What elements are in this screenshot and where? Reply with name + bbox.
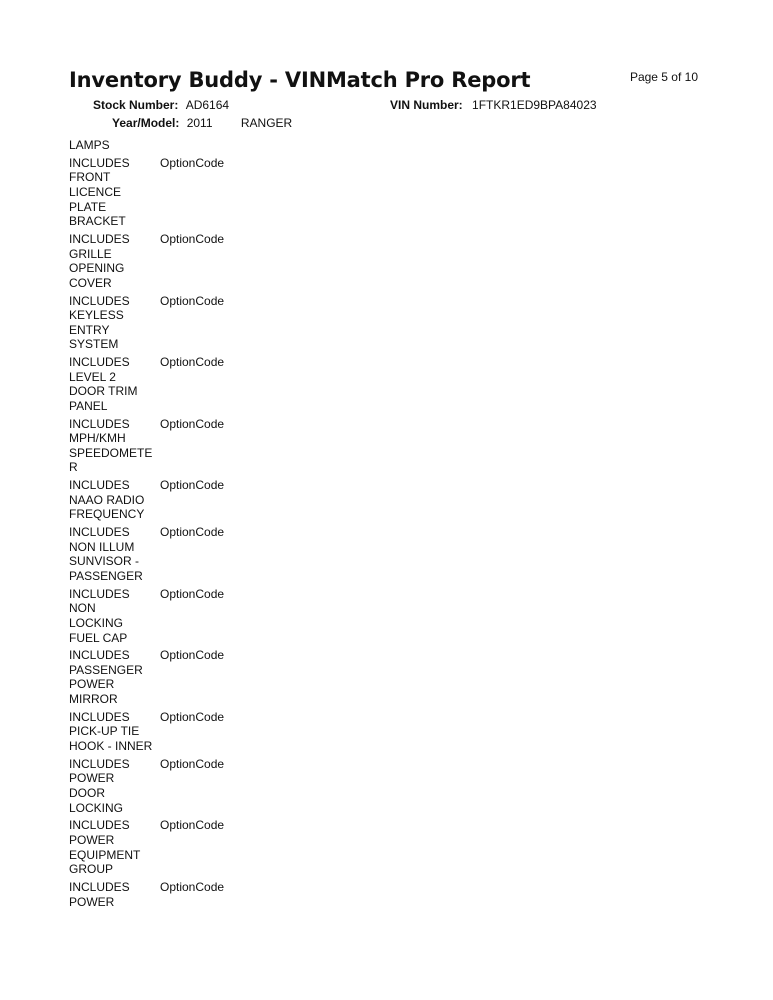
option-description: INCLUDES POWER DOOR LOCKING (69, 756, 130, 815)
option-row (69, 232, 369, 290)
option-code: OptionCode (160, 231, 225, 246)
option-code: OptionCode (160, 478, 225, 493)
option-code: OptionCode (160, 586, 225, 601)
option-row (69, 355, 369, 413)
year-value: 2011 (186, 116, 213, 130)
option-row (69, 294, 369, 352)
option-description: INCLUDES GRILLE OPENING COVER (69, 231, 130, 290)
option-description: LAMPS (69, 138, 110, 152)
option-row (69, 648, 369, 706)
report-title: Inventory Buddy - VINMatch Pro Report (69, 68, 531, 92)
option-description: INCLUDES POWER (69, 879, 130, 909)
option-description: INCLUDES NON ILLUM SUNVISOR - PASSENGER (69, 525, 143, 583)
option-description: INCLUDES POWER EQUIPMENT GROUP (69, 818, 141, 877)
option-row (69, 757, 369, 815)
vin-number-value: 1FTKR1ED9BPA84023 (472, 98, 597, 112)
year-model-label: Year/Model: (112, 116, 180, 130)
option-description: INCLUDES NAAO RADIO FREQUENCY (69, 478, 145, 522)
option-description: INCLUDES PASSENGER POWER MIRROR (69, 648, 143, 707)
option-code: OptionCode (160, 818, 225, 833)
vin-number-label: VIN Number: (390, 98, 463, 112)
option-code: OptionCode (160, 648, 225, 663)
model-value: RANGER (240, 116, 293, 130)
option-code: OptionCode (160, 709, 225, 724)
option-code: OptionCode (160, 756, 225, 771)
stock-number-value: AD6164 (185, 98, 230, 112)
option-description: INCLUDES LEVEL 2 DOOR TRIM PANEL (69, 355, 138, 413)
option-description: INCLUDES KEYLESS ENTRY SYSTEM (69, 293, 130, 352)
option-code: OptionCode (160, 293, 225, 308)
option-code: OptionCode (160, 355, 225, 370)
option-code: OptionCode (160, 416, 225, 431)
option-description: INCLUDES MPH/KMH SPEEDOMETE R (69, 416, 153, 475)
vin-number-row (390, 98, 597, 112)
option-description: INCLUDES FRONT LICENCE PLATE BRACKET (69, 155, 130, 229)
option-row (69, 525, 369, 583)
year-model-row (112, 116, 292, 130)
page-number: Page 5 of 10 (629, 70, 698, 84)
option-code: OptionCode (160, 879, 225, 894)
option-code: OptionCode (160, 155, 225, 170)
option-description: INCLUDES NON LOCKING FUEL CAP (69, 586, 130, 645)
option-row (69, 138, 369, 153)
option-row (69, 156, 369, 229)
stock-number-row (93, 98, 229, 112)
option-row (69, 478, 369, 522)
option-row (69, 818, 369, 876)
stock-number-label: Stock Number: (93, 98, 179, 112)
option-code: OptionCode (160, 525, 225, 540)
option-row (69, 880, 369, 909)
option-list (69, 138, 369, 912)
option-description: INCLUDES PICK-UP TIE HOOK - INNER (69, 709, 153, 754)
option-row (69, 417, 369, 475)
option-row (69, 587, 369, 645)
option-row (69, 710, 369, 754)
